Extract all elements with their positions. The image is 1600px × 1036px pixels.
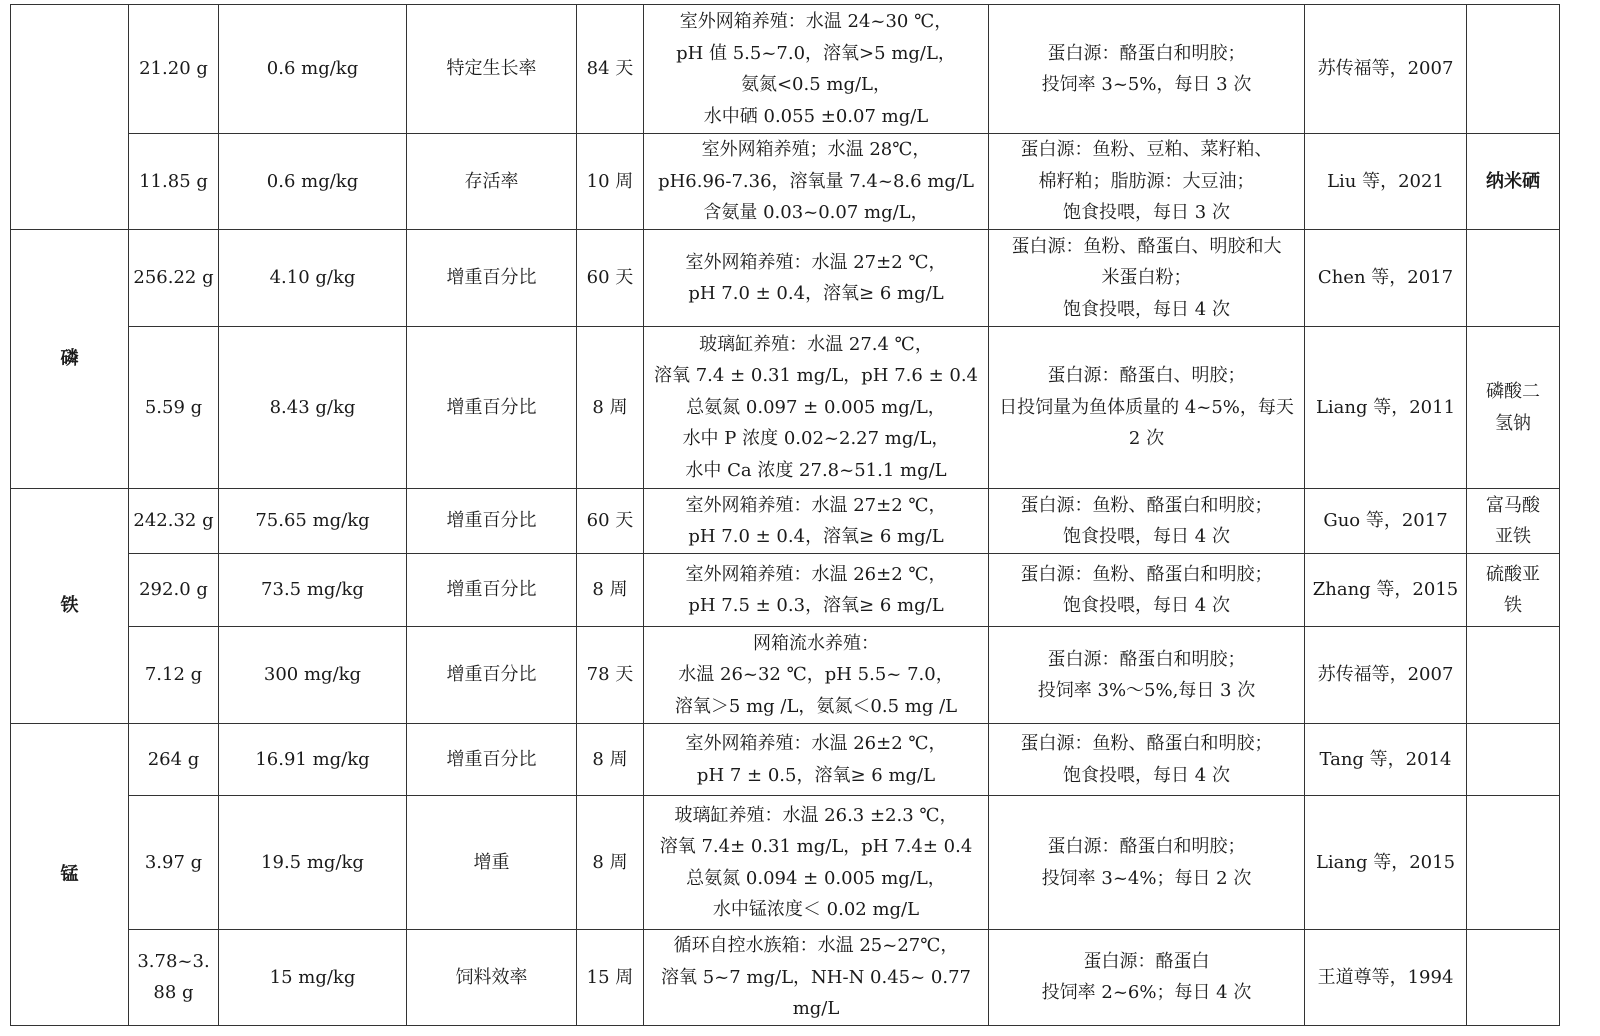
cell-line: 溶氧 7.4± 0.31 mg/L，pH 7.4± 0.4 (659, 836, 973, 857)
duration-cell: 8 周 (577, 796, 644, 930)
cell-line: 水中硒 0.055 ±0.07 mg/L (703, 105, 929, 127)
cell-line: 投饲率 3~5%，每日 3 次 (1041, 74, 1252, 95)
culture-conditions-cell (644, 627, 989, 724)
culture-conditions-cell (644, 5, 989, 134)
cell-line: 蛋白源：鱼粉、豆粕、菜籽粕、 (1020, 139, 1273, 161)
nutrient-form-cell (1467, 489, 1560, 554)
table-row (11, 134, 1560, 230)
cell-line: 日投饲量为鱼体质量的 4~5%，每天 (999, 396, 1294, 418)
fish-weight-cell: 3.97 g (129, 796, 219, 930)
table-row (11, 627, 1560, 724)
cell-line: 室外网箱养殖；水温 28℃， (701, 139, 931, 161)
culture-conditions-cell (644, 134, 989, 230)
cell-line: 饱食投喂，每日 4 次 (1063, 764, 1230, 786)
cell-line: 室外网箱养殖：水温 24~30 ℃， (679, 11, 953, 32)
evaluation-index-cell: 特定生长率 (407, 5, 577, 134)
cell-line: 室外网箱养殖：水温 27±2 ℃， (685, 251, 947, 273)
culture-conditions-cell (644, 930, 989, 1026)
feeding-cell (989, 5, 1305, 134)
reference-cell: 苏传福等，2007 (1305, 627, 1467, 724)
duration-cell: 10 周 (577, 134, 644, 230)
nutrient-cell-selenium (11, 5, 129, 230)
reference-cell: 苏传福等，2007 (1305, 5, 1467, 134)
reference-cell: Chen 等，2017 (1305, 230, 1467, 327)
evaluation-index-cell: 增重百分比 (407, 489, 577, 554)
nutrient-form-cell (1467, 724, 1560, 796)
fish-weight-cell: 7.12 g (129, 627, 219, 724)
nutrient-form-cell (1467, 554, 1560, 627)
reference-cell: 王道尊等，1994 (1305, 930, 1467, 1026)
nutrient-form-cell (1467, 134, 1560, 230)
duration-cell: 8 周 (577, 724, 644, 796)
duration-cell: 8 周 (577, 327, 644, 489)
duration-cell: 15 周 (577, 930, 644, 1026)
feeding-cell (989, 134, 1305, 230)
reference-cell: Liang 等，2011 (1305, 327, 1467, 489)
fish-weight-cell: 292.0 g (129, 554, 219, 627)
fish-weight-cell: 242.32 g (129, 489, 219, 554)
evaluation-index-cell: 存活率 (407, 134, 577, 230)
reference-cell: Liu 等，2021 (1305, 134, 1467, 230)
nutrient-requirement-table-page (10, 4, 1560, 1026)
cell-line: 蛋白源：酪蛋白和明胶； (1047, 648, 1246, 670)
culture-conditions-cell (644, 554, 989, 627)
cell-line: 溶氧＞5 mg /L，氨氮＜0.5 mg /L (674, 695, 958, 717)
cell-line: 水中锰浓度＜ 0.02 mg/L (712, 899, 920, 920)
cell-line: pH6.96-7.36，溶氧量 7.4~8.6 mg/L (658, 170, 974, 192)
duration-cell: 84 天 (577, 5, 644, 134)
requirement-cell: 300 mg/kg (219, 627, 407, 724)
nutrient-cell-phosphorus: 磷 (11, 230, 129, 489)
feeding-cell (989, 930, 1305, 1026)
cell-line: 蛋白源：酪蛋白和明胶； (1047, 836, 1246, 857)
cell-line: 硫酸亚 (1486, 563, 1540, 585)
requirement-cell: 8.43 g/kg (219, 327, 407, 489)
requirement-cell: 19.5 mg/kg (219, 796, 407, 930)
feeding-cell (989, 230, 1305, 327)
table-row (11, 930, 1560, 1026)
cell-line: 室外网箱养殖：水温 27±2 ℃， (685, 494, 947, 516)
cell-line: 蛋白源：鱼粉、酪蛋白和明胶； (1020, 733, 1273, 754)
cell-line: 网箱流水养殖： (753, 632, 879, 654)
evaluation-index-cell: 增重百分比 (407, 724, 577, 796)
nutrient-form-cell (1467, 796, 1560, 930)
feeding-cell (989, 627, 1305, 724)
culture-conditions-cell (644, 724, 989, 796)
cell-line: 蛋白源：鱼粉、酪蛋白和明胶； (1020, 494, 1273, 516)
requirement-cell: 15 mg/kg (219, 930, 407, 1026)
cell-line: 磷酸二 (1486, 381, 1540, 402)
cell-line: 室外网箱养殖：水温 26±2 ℃， (685, 563, 947, 585)
table-row (11, 724, 1560, 796)
cell-line: 铁 (1504, 595, 1522, 616)
evaluation-index-cell: 增重百分比 (407, 327, 577, 489)
cell-line: pH 7.5 ± 0.3，溶氧≥ 6 mg/L (688, 595, 944, 616)
evaluation-index-cell: 增重 (407, 796, 577, 930)
table-row (11, 5, 1560, 134)
duration-cell: 8 周 (577, 554, 644, 627)
cell-line: 溶氧 7.4 ± 0.31 mg/L，pH 7.6 ± 0.4 (654, 365, 978, 387)
cell-line: 饱食投喂，每日 4 次 (1063, 595, 1230, 616)
cell-line: 含氨量 0.03~0.07 mg/L， (703, 202, 929, 224)
cell-line: 饱食投喂，每日 4 次 (1063, 526, 1230, 547)
evaluation-index-cell: 饲料效率 (407, 930, 577, 1026)
fish-weight-cell: 5.59 g (129, 327, 219, 489)
fish-weight-cell: 11.85 g (129, 134, 219, 230)
nutrient-cell-iron: 铁 (11, 489, 129, 724)
requirement-cell: 16.91 mg/kg (219, 724, 407, 796)
culture-conditions-cell (644, 230, 989, 327)
cell-line: 米蛋白粉； (1101, 267, 1192, 289)
cell-line: 水中 P 浓度 0.02~2.27 mg/L， (682, 428, 950, 450)
feeding-cell (989, 724, 1305, 796)
duration-cell: 60 天 (577, 230, 644, 327)
cell-line: 蛋白源：酪蛋白、明胶； (1047, 365, 1246, 387)
reference-cell: Guo 等，2017 (1305, 489, 1467, 554)
culture-conditions-cell (644, 796, 989, 930)
cell-line: 棉籽粕；脂肪源：大豆油； (1038, 170, 1255, 192)
nutrient-requirement-table (10, 4, 1560, 1026)
cell-line: 投饲率 2~6%；每日 4 次 (1041, 982, 1252, 1004)
cell-line: 水中 Ca 浓度 27.8~51.1 mg/L (685, 459, 947, 481)
reference-cell: Liang 等，2015 (1305, 796, 1467, 930)
feeding-cell (989, 489, 1305, 554)
cell-line: 蛋白源：酪蛋白 (1083, 950, 1210, 972)
requirement-cell: 75.65 mg/kg (219, 489, 407, 554)
requirement-cell: 0.6 mg/kg (219, 5, 407, 134)
feeding-cell (989, 327, 1305, 489)
requirement-cell: 73.5 mg/kg (219, 554, 407, 627)
cell-line: 投饲率 3%～5%,每日 3 次 (1037, 680, 1256, 701)
nutrient-form-cell (1467, 327, 1560, 489)
cell-line: pH 值 5.5~7.0，溶氧>5 mg/L， (676, 42, 956, 64)
fish-weight-cell: 256.22 g (129, 230, 219, 327)
cell-line: 溶氧 5~7 mg/L，NH-N 0.45~ 0.77 mg/L (661, 966, 971, 1019)
cell-line: 亚铁 (1495, 526, 1531, 547)
table-row (11, 554, 1560, 627)
cell-line: 氢钠 (1495, 412, 1531, 434)
fish-weight-cell: 264 g (129, 724, 219, 796)
cell-line: 蛋白源：鱼粉、酪蛋白、明胶和大 (1011, 235, 1282, 257)
cell-line: 投饲率 3~4%；每日 2 次 (1041, 867, 1252, 889)
nutrient-cell-manganese: 锰 (11, 724, 129, 1026)
feeding-cell (989, 796, 1305, 930)
cell-line: 玻璃缸养殖：水温 26.3 ±2.3 ℃， (674, 804, 958, 826)
nutrient-form-cell (1467, 5, 1560, 134)
culture-conditions-cell (644, 327, 989, 489)
cell-line: 蛋白源：酪蛋白和明胶； (1047, 42, 1246, 64)
reference-cell: Tang 等，2014 (1305, 724, 1467, 796)
cell-line: 蛋白源：鱼粉、酪蛋白和明胶； (1020, 563, 1273, 585)
cell-line: 2 次 (1128, 428, 1165, 450)
requirement-cell: 4.10 g/kg (219, 230, 407, 327)
cell-line: pH 7.0 ± 0.4，溶氧≥ 6 mg/L (688, 283, 944, 304)
nutrient-form-cell (1467, 230, 1560, 327)
table-row (11, 489, 1560, 554)
cell-line: 室外网箱养殖：水温 26±2 ℃， (685, 733, 947, 754)
evaluation-index-cell: 增重百分比 (407, 230, 577, 327)
cell-line: 总氨氮 0.097 ± 0.005 mg/L， (686, 396, 946, 418)
requirement-cell: 0.6 mg/kg (219, 134, 407, 230)
cell-line: 总氨氮 0.094 ± 0.005 mg/L， (686, 867, 946, 889)
cell-line: 饱食投喂，每日 3 次 (1063, 202, 1230, 224)
table-row (11, 796, 1560, 930)
evaluation-index-cell: 增重百分比 (407, 554, 577, 627)
evaluation-index-cell: 增重百分比 (407, 627, 577, 724)
table-row (11, 327, 1560, 489)
feeding-cell (989, 554, 1305, 627)
nutrient-form-cell (1467, 627, 1560, 724)
fish-weight-cell (129, 930, 219, 1026)
cell-line: 玻璃缸养殖：水温 27.4 ℃， (699, 333, 933, 355)
table-row (11, 230, 1560, 327)
duration-cell: 60 天 (577, 489, 644, 554)
duration-cell: 78 天 (577, 627, 644, 724)
culture-conditions-cell (644, 489, 989, 554)
cell-line: pH 7 ± 0.5，溶氧≥ 6 mg/L (696, 764, 936, 786)
cell-line: 氨氮<0.5 mg/L， (740, 74, 892, 95)
cell-line: 3.78~3. (137, 950, 210, 972)
reference-cell: Zhang 等，2015 (1305, 554, 1467, 627)
cell-line: pH 7.0 ± 0.4，溶氧≥ 6 mg/L (688, 526, 944, 547)
nutrient-form-cell (1467, 930, 1560, 1026)
cell-line: 饱食投喂，每日 4 次 (1063, 298, 1230, 320)
cell-line: 水温 26~32 ℃，pH 5.5~ 7.0， (678, 664, 954, 686)
cell-line: 富马酸 (1486, 494, 1540, 516)
cell-line: 纳米硒 (1486, 170, 1540, 192)
cell-line: 88 g (153, 982, 194, 1004)
fish-weight-cell: 21.20 g (129, 5, 219, 134)
cell-line: 循环自控水族箱：水温 25~27℃， (673, 935, 959, 956)
